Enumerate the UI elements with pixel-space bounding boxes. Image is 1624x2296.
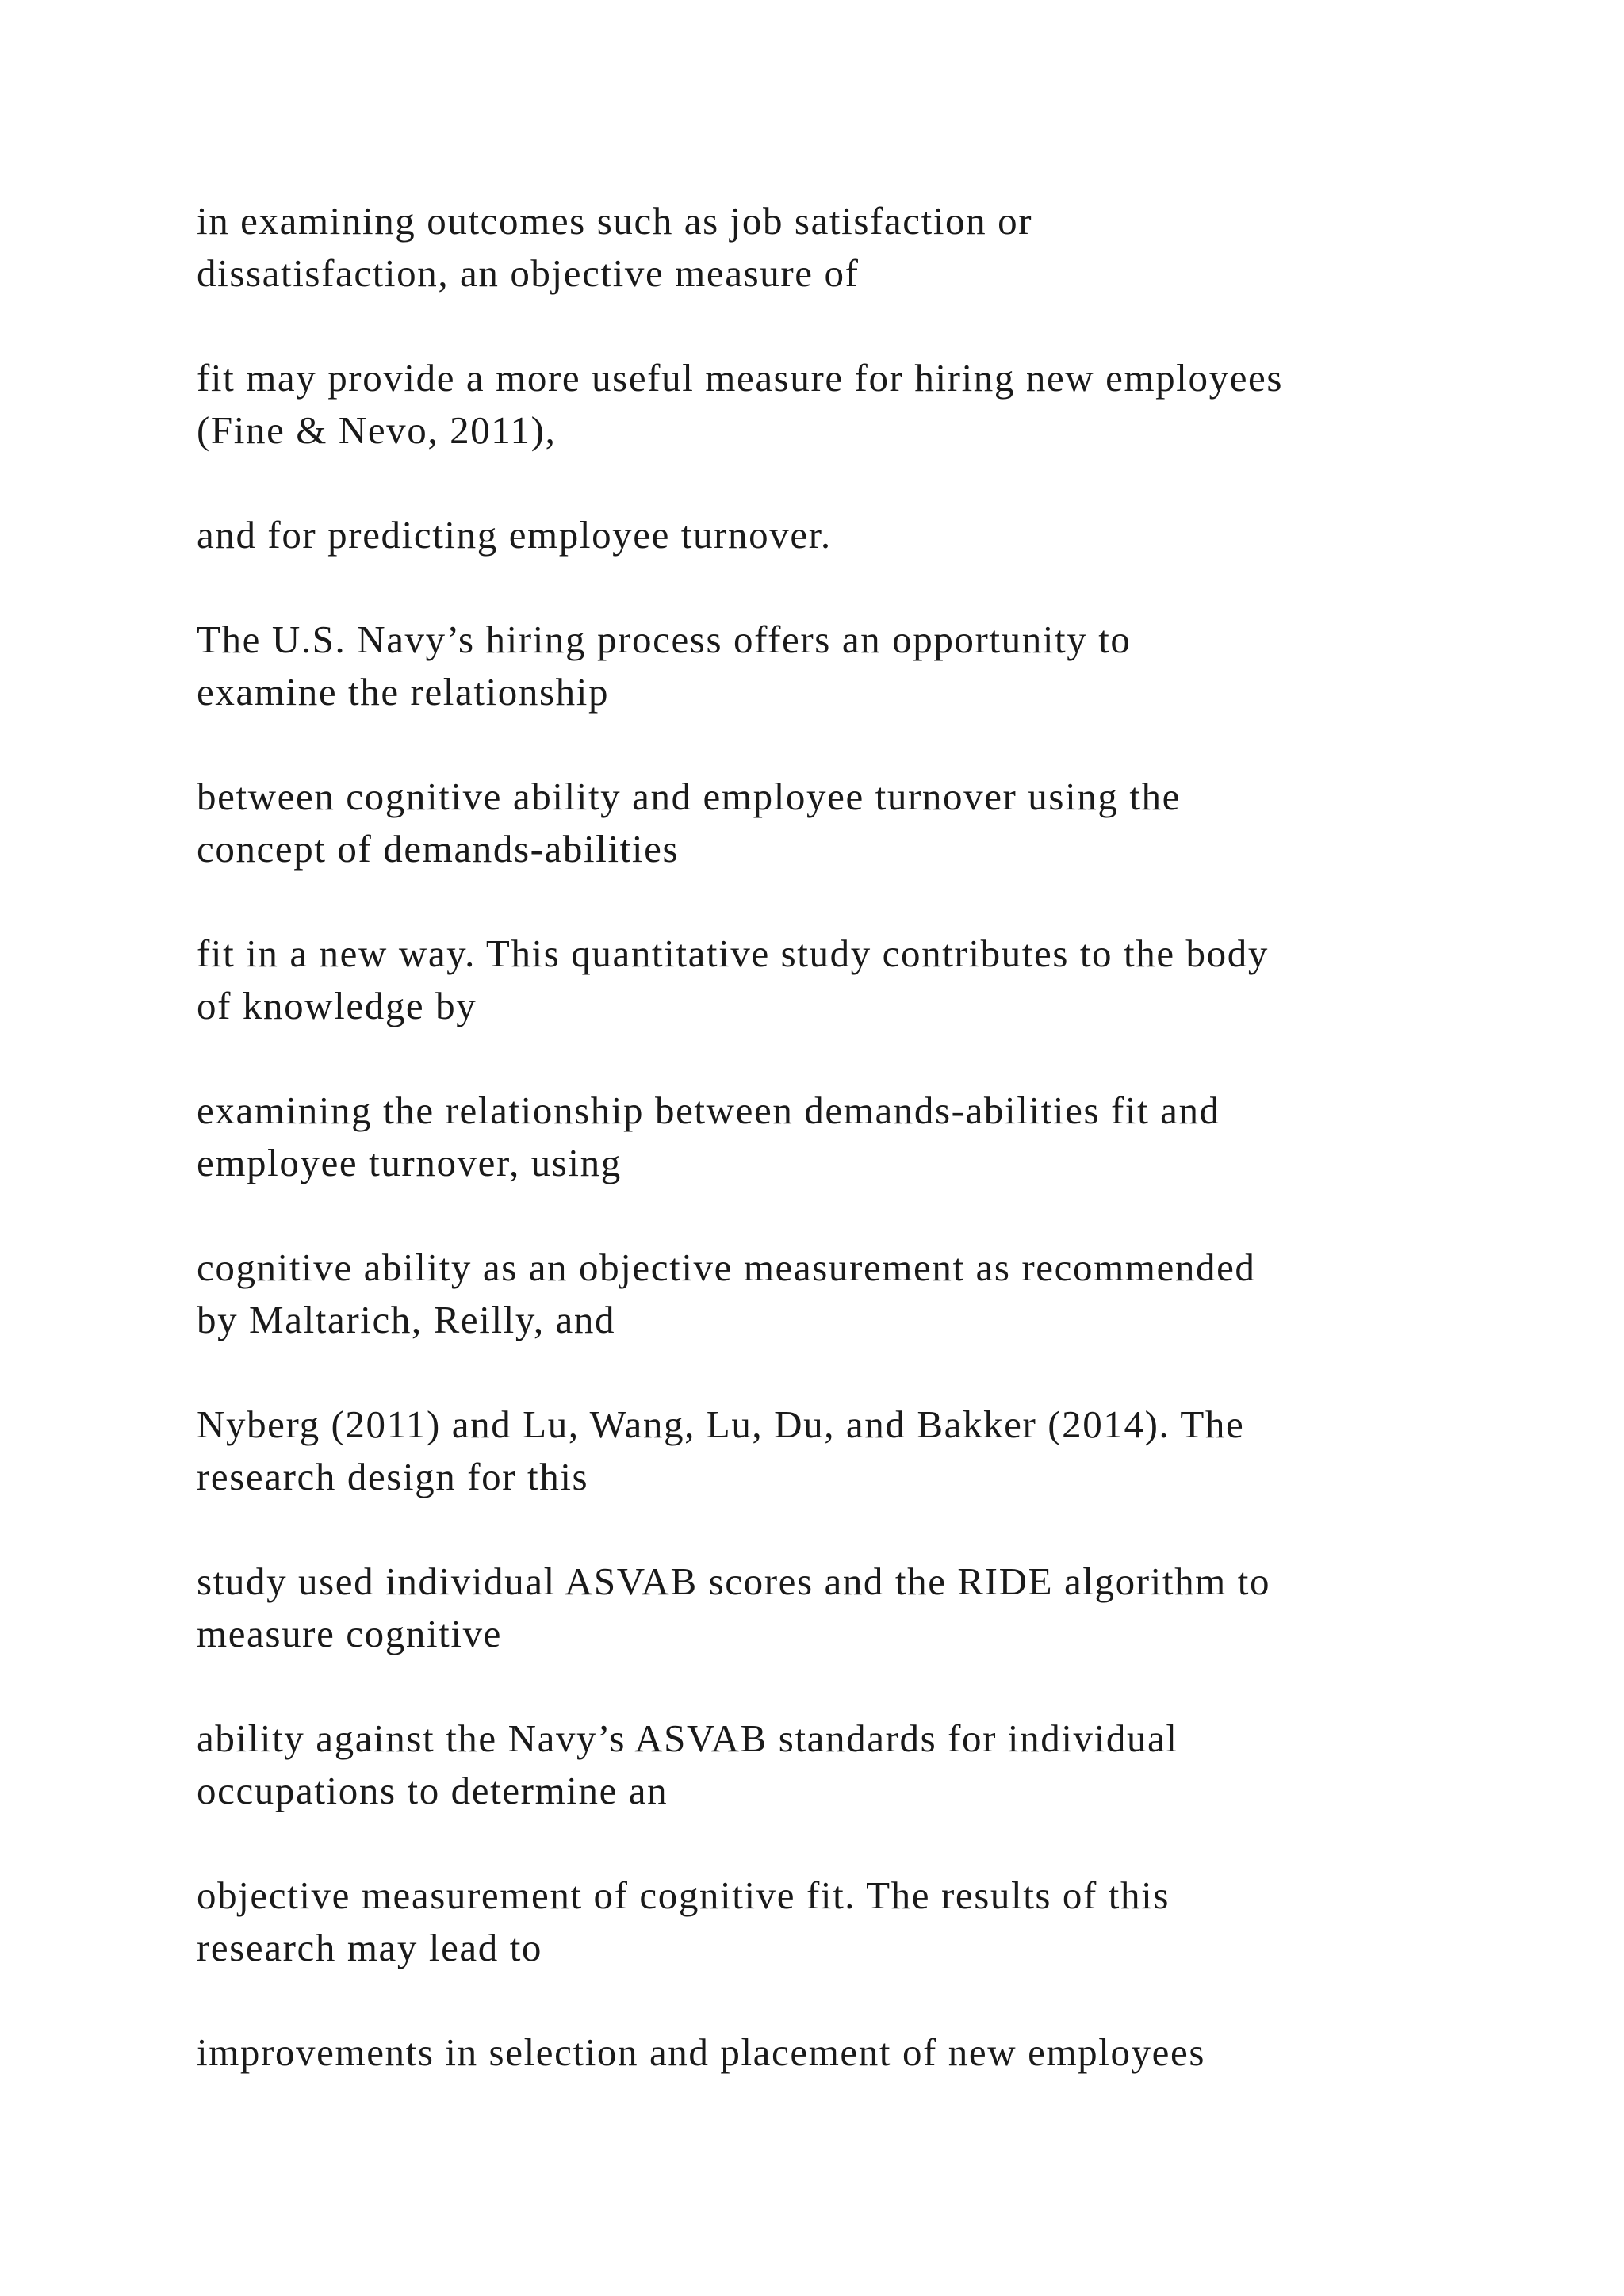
text-line: examine the relationship bbox=[197, 670, 610, 714]
text-line: research design for this bbox=[197, 1455, 589, 1498]
paragraph-11 bbox=[197, 1712, 1481, 1817]
paragraph-1 bbox=[197, 195, 1481, 300]
text-line: measure cognitive bbox=[197, 1612, 503, 1655]
text-line: and for predicting employee turnover. bbox=[197, 513, 832, 557]
paragraph-5 bbox=[197, 771, 1481, 875]
paragraph-2 bbox=[197, 352, 1481, 457]
text-line: research may lead to bbox=[197, 1926, 543, 1969]
text-line: concept of demands-abilities bbox=[197, 827, 680, 871]
text-line: occupations to determine an bbox=[197, 1769, 668, 1812]
text-line: ability against the Navy’s ASVAB standards for individual bbox=[197, 1716, 1178, 1760]
text-line: The U.S. Navy’s hiring process offers an opportunity to bbox=[197, 618, 1132, 661]
text-line: dissatisfaction, an objective measure of bbox=[197, 251, 860, 295]
text-line: employee turnover, using bbox=[197, 1141, 622, 1184]
paragraph-3 bbox=[197, 509, 1481, 561]
paragraph-4 bbox=[197, 614, 1481, 718]
text-line: fit may provide a more useful measure for hiring new employees bbox=[197, 356, 1284, 400]
text-line: (Fine & Nevo, 2011), bbox=[197, 408, 557, 452]
text-line: study used individual ASVAB scores and the RIDE algorithm to bbox=[197, 1559, 1271, 1603]
paragraph-10 bbox=[197, 1556, 1481, 1660]
text-line: cognitive ability as an objective measurement as recommended bbox=[197, 1246, 1256, 1289]
paragraph-7 bbox=[197, 1085, 1481, 1189]
paragraph-9 bbox=[197, 1399, 1481, 1503]
text-line: between cognitive ability and employee turnover using the bbox=[197, 775, 1182, 818]
text-line: by Maltarich, Reilly, and bbox=[197, 1298, 616, 1341]
text-line: examining the relationship between demands-abilities fit and bbox=[197, 1089, 1220, 1132]
text-line: of knowledge by bbox=[197, 984, 477, 1027]
text-line: improvements in selection and placement of new employees bbox=[197, 2030, 1206, 2074]
text-line: objective measurement of cognitive fit. The results of this bbox=[197, 1873, 1170, 1917]
paragraph-13 bbox=[197, 2026, 1481, 2079]
paragraph-12 bbox=[197, 1869, 1481, 1974]
text-line: in examining outcomes such as job satisfaction or bbox=[197, 199, 1033, 243]
paragraph-6 bbox=[197, 928, 1481, 1032]
text-line: fit in a new way. This quantitative study contributes to the body bbox=[197, 932, 1269, 975]
document-body bbox=[197, 195, 1481, 2131]
paragraph-8 bbox=[197, 1242, 1481, 1346]
text-line: Nyberg (2011) and Lu, Wang, Lu, Du, and Bakker (2014). The bbox=[197, 1402, 1245, 1446]
